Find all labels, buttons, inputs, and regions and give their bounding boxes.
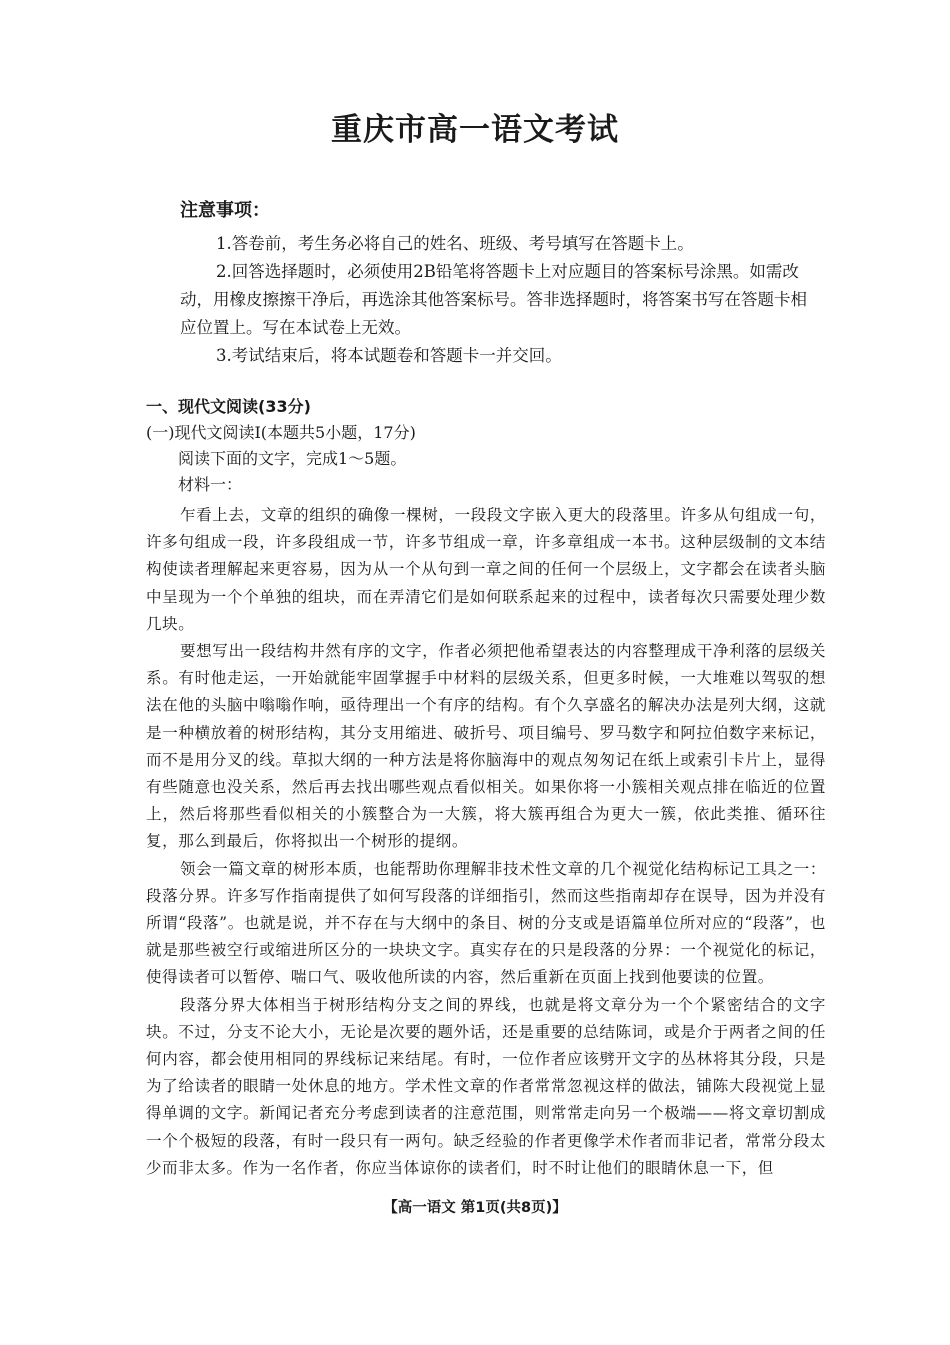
notice-block: [180, 196, 820, 370]
notice-item-text: 1.答卷前，考生务必将自己的姓名、班级、考号填写在答题卡上。: [216, 234, 694, 253]
page-footer: 【高一语文 第1页(共8页)】: [383, 1200, 567, 1216]
notice-item-text: 3.考试结束后，将本试题卷和答题卡一并交回。: [216, 346, 562, 365]
instruction: 阅读下面的文字，完成1～5题。: [178, 449, 407, 468]
passage-paragraph: 乍看上去，文章的组织的确像一棵树，一段段文字嵌入更大的段落里。许多从句组成一句，许多句组成一段，许多段组成一节，许多节组成一章，许多章组成一本书。这种层级制的文本结构使读者理解起来更容易，因为从一个从句到一章之间的任何一个层级上，文字都会在读者头脑中呈现为一个个单独的组块，而在弄清它们是如何联系起来的过程中，读者每次只需要处理少数几块。: [146, 506, 826, 633]
notice-heading: 注意事项：: [180, 200, 270, 221]
sub-heading: (一)现代文阅读Ⅰ(本题共5小题，17分): [146, 423, 416, 442]
material-label: 材料一：: [178, 475, 243, 494]
notice-item: [180, 230, 820, 258]
notice-item-text: 2.回答选择题时，必须使用2B铅笔将答题卡上对应题目的答案标号涂黑。如需改动，用橡皮擦擦干净后，再选涂其他答案标号。答非选择题时，将答案书写在答题卡相应位置上。写在本试卷上无效。: [180, 262, 807, 337]
notice-item: [180, 342, 820, 370]
passage-paragraph: 要想写出一段结构井然有序的文字，作者必须把他希望表达的内容整理成干净利落的层级关系。有时他走运，一开始就能牢固掌握手中材料的层级关系，但更多时候，一大堆难以驾驭的想法在他的头脑中嗡嗡作响，亟待理出一个有序的结构。有个久享盛名的解决办法是列大纲，这就是一种横放着的树形结构，其分支用缩进、破折号、项目编号、罗马数字和阿拉伯数字来标记，而不是用分叉的线。草拟大纲的一种方法是将你脑海中的观点匆匆记在纸上或索引卡片上，显得有些随意也没关系，然后再去找出哪些观点看似相关。如果你将一小簇相关观点排在临近的位置上，然后将那些看似相关的小簇整合为一大簇，将大簇再组合为更大一簇，依此类推、循环往复，那么到最后，你将拟出一个树形的提纲。: [146, 642, 826, 851]
section-heading: 一、现代文阅读(33分): [146, 397, 311, 416]
passage: [146, 502, 826, 1182]
notice-item: [180, 258, 820, 342]
passage-paragraph: 段落分界大体相当于树形结构分支之间的界线，也就是将文章分为一个个紧密结合的文字块。不过，分支不论大小，无论是次要的题外话，还是重要的总结陈词，或是介于两者之间的任何内容，都会使用相同的界线标记来结尾。有时，一位作者应该劈开文字的丛林将其分段，只是为了给读者的眼睛一处休息的地方。学术性文章的作者常常忽视这样的做法，铺陈大段视觉上显得单调的文字。新闻记者充分考虑到读者的注意范围，则常常走向另一个极端——将文章切割成一个个极短的段落，有时一段只有一两句。缺乏经验的作者更像学术作者而非记者，常常分段太少而非太多。作为一名作者，你应当体谅你的读者们，时不时让他们的眼睛休息一下，但: [146, 995, 826, 1177]
passage-paragraph: 领会一篇文章的树形本质，也能帮助你理解非技术性文章的几个视觉化结构标记工具之一：段落分界。许多写作指南提供了如何写段落的详细指引，然而这些指南却存在误导，因为并没有所谓“段落”。也就是说，并不存在与大纲中的条目、树的分支或是语篇单位所对应的“段落”，也就是那些被空行或缩进所区分的一块块文字。真实存在的只是段落的分界：一个视觉化的标记，使得读者可以暂停、喘口气、吸收他所读的内容，然后重新在页面上找到他要读的位置。: [146, 859, 826, 987]
reading-section: [146, 394, 826, 1182]
page-title: 重庆市高一语文考试: [331, 112, 619, 148]
